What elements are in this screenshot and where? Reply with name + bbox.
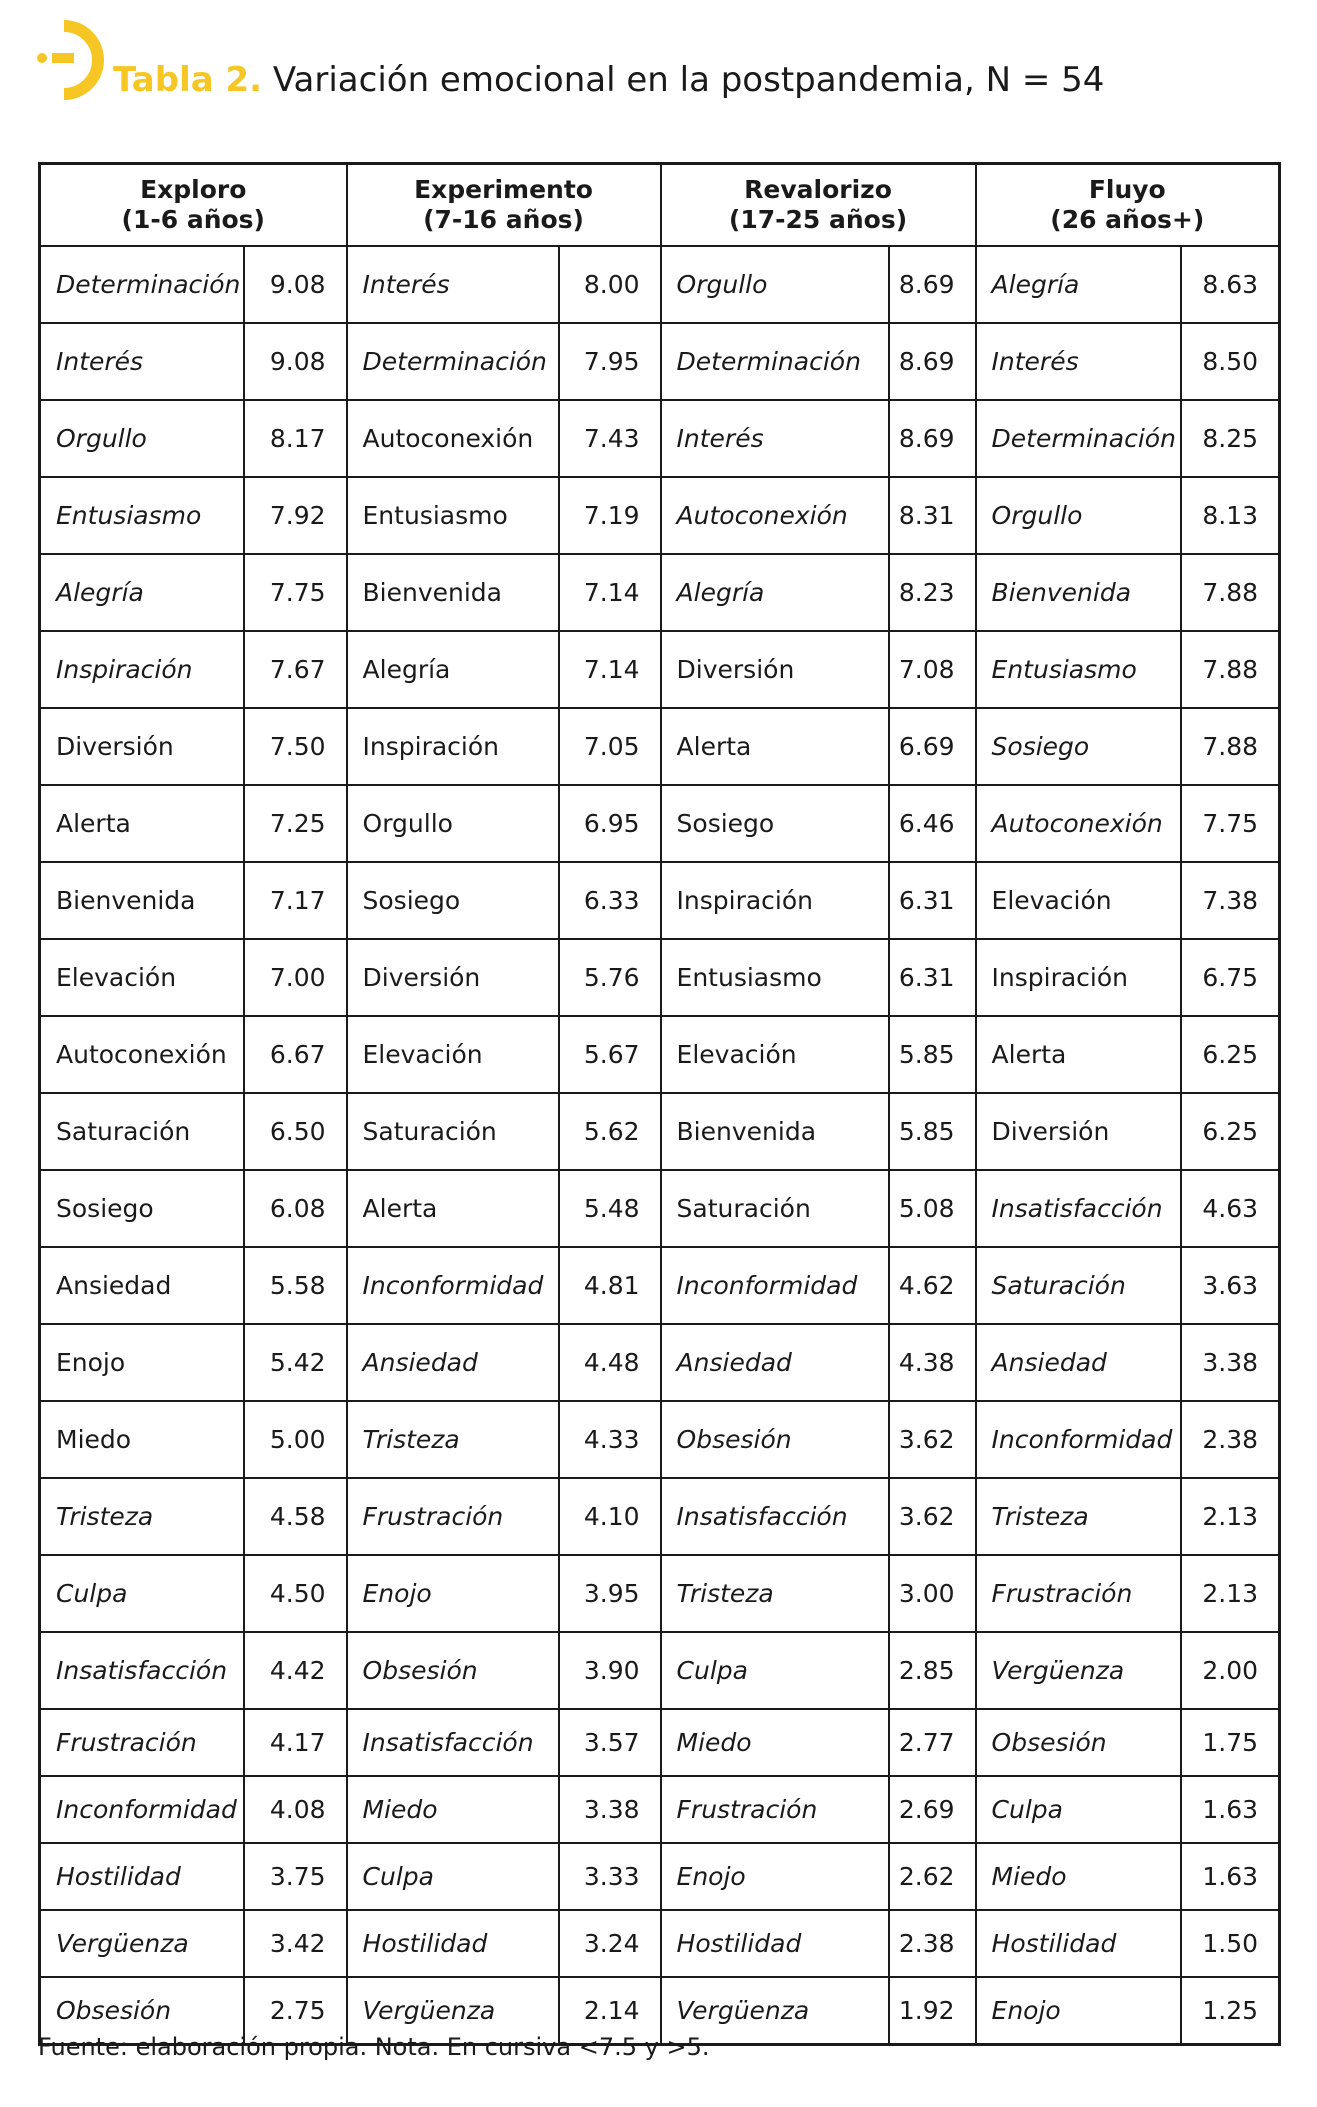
emotion-name-cell: Enojo — [40, 1324, 244, 1401]
emotion-name-cell: Miedo — [40, 1401, 244, 1478]
column-range: (26 años+) — [1050, 205, 1205, 234]
emotion-value-cell: 6.95 — [559, 785, 661, 862]
emotion-name-cell: Bienvenida — [40, 862, 244, 939]
emotion-value-cell: 4.63 — [1181, 1170, 1280, 1247]
emotion-value-cell: 6.31 — [889, 939, 976, 1016]
emotion-value-cell: 1.92 — [889, 1977, 976, 2045]
emotion-value-cell: 5.00 — [244, 1401, 347, 1478]
emotion-value-cell: 1.25 — [1181, 1977, 1280, 2045]
emotion-value-cell: 8.69 — [889, 400, 976, 477]
emotion-value-cell: 6.25 — [1181, 1093, 1280, 1170]
emotion-value-cell: 4.10 — [559, 1478, 661, 1555]
emotion-name-cell: Orgullo — [40, 400, 244, 477]
emotion-name-cell: Alegría — [976, 246, 1181, 323]
emotion-name-cell: Tristeza — [40, 1478, 244, 1555]
table-row — [40, 631, 1280, 708]
emotion-value-cell: 8.23 — [889, 554, 976, 631]
emotion-value-cell: 6.67 — [244, 1016, 347, 1093]
table-body — [40, 246, 1280, 2045]
emotion-value-cell: 8.69 — [889, 323, 976, 400]
emotion-name-cell: Elevación — [661, 1016, 889, 1093]
emotion-value-cell: 2.75 — [244, 1977, 347, 2045]
table-row — [40, 1170, 1280, 1247]
emotion-name-cell: Insatisfacción — [40, 1632, 244, 1709]
emotion-value-cell: 4.50 — [244, 1555, 347, 1632]
emotion-value-cell: 3.63 — [1181, 1247, 1280, 1324]
emotion-name-cell: Elevación — [976, 862, 1181, 939]
column-header-exploro — [40, 164, 347, 247]
emotion-value-cell: 1.50 — [1181, 1910, 1280, 1977]
emotion-name-cell: Ansiedad — [347, 1324, 559, 1401]
emotion-name-cell: Sosiego — [40, 1170, 244, 1247]
emotion-value-cell: 6.31 — [889, 862, 976, 939]
emotion-name-cell: Elevación — [40, 939, 244, 1016]
page-title — [113, 60, 1104, 100]
emotion-name-cell: Culpa — [40, 1555, 244, 1632]
emotion-name-cell: Interés — [661, 400, 889, 477]
emotion-name-cell: Sosiego — [976, 708, 1181, 785]
emotion-value-cell: 4.17 — [244, 1709, 347, 1776]
emotion-name-cell: Hostilidad — [661, 1910, 889, 1977]
column-name: Experimento — [414, 175, 593, 204]
emotion-name-cell: Diversión — [347, 939, 559, 1016]
table-tag: Tabla 2. — [113, 60, 263, 100]
emotion-value-cell: 5.42 — [244, 1324, 347, 1401]
column-range: (1-6 años) — [121, 205, 265, 234]
emotion-value-cell: 5.67 — [559, 1016, 661, 1093]
emotion-value-cell: 5.62 — [559, 1093, 661, 1170]
emotion-value-cell: 3.95 — [559, 1555, 661, 1632]
emotion-name-cell: Obsesión — [976, 1709, 1181, 1776]
emotion-name-cell: Determinación — [976, 400, 1181, 477]
emotion-value-cell: 2.62 — [889, 1843, 976, 1910]
emotion-name-cell: Saturación — [347, 1093, 559, 1170]
emotion-name-cell: Vergüenza — [661, 1977, 889, 2045]
emotion-name-cell: Miedo — [661, 1709, 889, 1776]
table-row — [40, 554, 1280, 631]
emotion-value-cell: 7.75 — [1181, 785, 1280, 862]
table-row — [40, 1401, 1280, 1478]
emotion-name-cell: Interés — [976, 323, 1181, 400]
emotion-name-cell: Inconformidad — [976, 1401, 1181, 1478]
emotion-name-cell: Tristeza — [347, 1401, 559, 1478]
emotion-value-cell: 8.31 — [889, 477, 976, 554]
emotion-name-cell: Inspiración — [40, 631, 244, 708]
emotion-name-cell: Autoconexión — [40, 1016, 244, 1093]
emotion-value-cell: 7.75 — [244, 554, 347, 631]
emotion-name-cell: Alerta — [976, 1016, 1181, 1093]
emotion-value-cell: 6.75 — [1181, 939, 1280, 1016]
emotion-name-cell: Inconformidad — [347, 1247, 559, 1324]
emotion-name-cell: Obsesión — [661, 1401, 889, 1478]
emotion-value-cell: 3.38 — [1181, 1324, 1280, 1401]
emotion-value-cell: 7.95 — [559, 323, 661, 400]
brand-logo-icon — [36, 20, 108, 100]
emotion-value-cell: 5.85 — [889, 1016, 976, 1093]
emotion-value-cell: 7.88 — [1181, 554, 1280, 631]
emotion-name-cell: Determinación — [661, 323, 889, 400]
emotion-value-cell: 3.62 — [889, 1401, 976, 1478]
emotion-name-cell: Enojo — [661, 1843, 889, 1910]
emotion-name-cell: Ansiedad — [976, 1324, 1181, 1401]
emotion-value-cell: 4.08 — [244, 1776, 347, 1843]
emotion-value-cell: 8.50 — [1181, 323, 1280, 400]
emotion-value-cell: 3.24 — [559, 1910, 661, 1977]
table-row — [40, 1093, 1280, 1170]
emotion-name-cell: Saturación — [661, 1170, 889, 1247]
emotion-name-cell: Frustración — [347, 1478, 559, 1555]
emotion-value-cell: 4.48 — [559, 1324, 661, 1401]
emotion-name-cell: Determinación — [40, 246, 244, 323]
emotion-name-cell: Autoconexión — [976, 785, 1181, 862]
emotion-name-cell: Insatisfacción — [661, 1478, 889, 1555]
emotion-value-cell: 8.17 — [244, 400, 347, 477]
emotion-value-cell: 2.77 — [889, 1709, 976, 1776]
emotion-value-cell: 7.92 — [244, 477, 347, 554]
emotion-value-cell: 7.05 — [559, 708, 661, 785]
emotion-name-cell: Bienvenida — [976, 554, 1181, 631]
emotion-value-cell: 7.25 — [244, 785, 347, 862]
emotion-value-cell: 3.00 — [889, 1555, 976, 1632]
emotion-value-cell: 3.38 — [559, 1776, 661, 1843]
column-header-experimento — [347, 164, 661, 247]
emotion-value-cell: 2.13 — [1181, 1555, 1280, 1632]
table-row — [40, 1247, 1280, 1324]
emotion-value-cell: 6.33 — [559, 862, 661, 939]
emotion-name-cell: Interés — [40, 323, 244, 400]
emotion-value-cell: 3.57 — [559, 1709, 661, 1776]
emotion-name-cell: Alegría — [347, 631, 559, 708]
emotion-value-cell: 8.69 — [889, 246, 976, 323]
emotion-value-cell: 4.33 — [559, 1401, 661, 1478]
emotion-name-cell: Hostilidad — [40, 1843, 244, 1910]
emotion-name-cell: Vergüenza — [40, 1910, 244, 1977]
emotion-name-cell: Frustración — [976, 1555, 1181, 1632]
emotion-value-cell: 4.62 — [889, 1247, 976, 1324]
emotion-value-cell: 3.75 — [244, 1843, 347, 1910]
emotion-value-cell: 6.69 — [889, 708, 976, 785]
emotion-value-cell: 6.50 — [244, 1093, 347, 1170]
emotion-name-cell: Diversión — [40, 708, 244, 785]
emotion-name-cell: Elevación — [347, 1016, 559, 1093]
table-row — [40, 1555, 1280, 1632]
table-row — [40, 1910, 1280, 1977]
emotion-value-cell: 7.88 — [1181, 708, 1280, 785]
emotion-value-cell: 8.13 — [1181, 477, 1280, 554]
table-row — [40, 400, 1280, 477]
table-row — [40, 1709, 1280, 1776]
emotion-name-cell: Tristeza — [661, 1555, 889, 1632]
table-row — [40, 785, 1280, 862]
emotion-value-cell: 7.38 — [1181, 862, 1280, 939]
table-row — [40, 477, 1280, 554]
emotion-name-cell: Miedo — [347, 1776, 559, 1843]
emotion-value-cell: 5.08 — [889, 1170, 976, 1247]
column-header-revalorizo — [661, 164, 976, 247]
emotion-name-cell: Orgullo — [347, 785, 559, 862]
emotion-name-cell: Inconformidad — [40, 1776, 244, 1843]
emotion-value-cell: 7.08 — [889, 631, 976, 708]
emotion-name-cell: Insatisfacción — [347, 1709, 559, 1776]
table-row — [40, 1776, 1280, 1843]
table-row — [40, 1016, 1280, 1093]
emotion-name-cell: Inconformidad — [661, 1247, 889, 1324]
emotion-value-cell: 7.43 — [559, 400, 661, 477]
emotion-name-cell: Obsesión — [40, 1977, 244, 2045]
emotion-name-cell: Alerta — [661, 708, 889, 785]
emotion-value-cell: 6.25 — [1181, 1016, 1280, 1093]
emotion-value-cell: 4.42 — [244, 1632, 347, 1709]
emotion-value-cell: 2.00 — [1181, 1632, 1280, 1709]
table-row — [40, 1478, 1280, 1555]
emotion-name-cell: Inspiración — [976, 939, 1181, 1016]
column-header-fluyo — [976, 164, 1280, 247]
emotion-name-cell: Ansiedad — [40, 1247, 244, 1324]
emotion-name-cell: Inspiración — [347, 708, 559, 785]
emotion-name-cell: Alegría — [661, 554, 889, 631]
emotion-value-cell: 7.50 — [244, 708, 347, 785]
emotion-value-cell: 7.14 — [559, 554, 661, 631]
emotion-name-cell: Culpa — [661, 1632, 889, 1709]
column-range: (7-16 años) — [423, 205, 584, 234]
emotion-value-cell: 7.17 — [244, 862, 347, 939]
emotion-name-cell: Frustración — [40, 1709, 244, 1776]
emotion-name-cell: Alerta — [40, 785, 244, 862]
emotion-name-cell: Diversión — [661, 631, 889, 708]
emotion-name-cell: Determinación — [347, 323, 559, 400]
emotion-value-cell: 2.85 — [889, 1632, 976, 1709]
emotion-name-cell: Vergüenza — [347, 1977, 559, 2045]
emotion-name-cell: Alegría — [40, 554, 244, 631]
emotion-value-cell: 3.90 — [559, 1632, 661, 1709]
source-footnote: Fuente: elaboración propia. Nota. En cursiva <7.5 y >5. — [38, 2033, 710, 2061]
emotion-name-cell: Sosiego — [347, 862, 559, 939]
emotion-name-cell: Culpa — [347, 1843, 559, 1910]
table-row — [40, 1324, 1280, 1401]
emotion-name-cell: Orgullo — [976, 477, 1181, 554]
table-row — [40, 862, 1280, 939]
emotion-value-cell: 5.48 — [559, 1170, 661, 1247]
emotion-value-cell: 7.14 — [559, 631, 661, 708]
column-name: Fluyo — [1088, 175, 1166, 204]
emotion-name-cell: Culpa — [976, 1776, 1181, 1843]
emotion-name-cell: Hostilidad — [976, 1910, 1181, 1977]
emotion-value-cell: 3.33 — [559, 1843, 661, 1910]
emotion-value-cell: 7.88 — [1181, 631, 1280, 708]
emotion-value-cell: 2.13 — [1181, 1478, 1280, 1555]
emotion-value-cell: 9.08 — [244, 323, 347, 400]
emotion-name-cell: Bienvenida — [661, 1093, 889, 1170]
column-name: Revalorizo — [744, 175, 892, 204]
table-row — [40, 708, 1280, 785]
emotion-value-cell: 3.42 — [244, 1910, 347, 1977]
table-row — [40, 1632, 1280, 1709]
emotion-value-cell: 2.69 — [889, 1776, 976, 1843]
emotion-value-cell: 9.08 — [244, 246, 347, 323]
emotion-value-cell: 5.85 — [889, 1093, 976, 1170]
emotion-value-cell: 1.63 — [1181, 1776, 1280, 1843]
table-row — [40, 1843, 1280, 1910]
emotion-name-cell: Saturación — [976, 1247, 1181, 1324]
emotion-name-cell: Bienvenida — [347, 554, 559, 631]
emotion-name-cell: Entusiasmo — [347, 477, 559, 554]
emotion-name-cell: Sosiego — [661, 785, 889, 862]
emotion-value-cell: 8.00 — [559, 246, 661, 323]
column-name: Exploro — [140, 175, 247, 204]
emotion-name-cell: Obsesión — [347, 1632, 559, 1709]
emotion-name-cell: Autoconexión — [347, 400, 559, 477]
emotion-name-cell: Autoconexión — [661, 477, 889, 554]
emotion-value-cell: 4.38 — [889, 1324, 976, 1401]
table-row — [40, 323, 1280, 400]
emotion-name-cell: Insatisfacción — [976, 1170, 1181, 1247]
emotion-value-cell: 6.46 — [889, 785, 976, 862]
emotion-name-cell: Enojo — [347, 1555, 559, 1632]
emotion-value-cell: 5.58 — [244, 1247, 347, 1324]
table-header-row — [40, 164, 1280, 247]
emotion-name-cell: Saturación — [40, 1093, 244, 1170]
emotion-value-cell: 6.08 — [244, 1170, 347, 1247]
emotion-value-cell: 2.38 — [889, 1910, 976, 1977]
emotion-name-cell: Orgullo — [661, 246, 889, 323]
emotion-value-cell: 4.58 — [244, 1478, 347, 1555]
emotion-name-cell: Inspiración — [661, 862, 889, 939]
emotion-name-cell: Miedo — [976, 1843, 1181, 1910]
emotion-value-cell: 3.62 — [889, 1478, 976, 1555]
emotion-value-cell: 8.25 — [1181, 400, 1280, 477]
emotion-name-cell: Alerta — [347, 1170, 559, 1247]
emotion-value-cell: 5.76 — [559, 939, 661, 1016]
emotion-value-cell: 2.14 — [559, 1977, 661, 2045]
emotion-value-cell: 2.38 — [1181, 1401, 1280, 1478]
emotion-name-cell: Entusiasmo — [40, 477, 244, 554]
emotion-name-cell: Interés — [347, 246, 559, 323]
emotion-value-cell: 1.75 — [1181, 1709, 1280, 1776]
emotion-value-cell: 7.67 — [244, 631, 347, 708]
emotion-name-cell: Diversión — [976, 1093, 1181, 1170]
emotion-table — [38, 162, 1281, 2046]
emotion-name-cell: Entusiasmo — [976, 631, 1181, 708]
emotion-value-cell: 4.81 — [559, 1247, 661, 1324]
emotion-name-cell: Frustración — [661, 1776, 889, 1843]
emotion-name-cell: Ansiedad — [661, 1324, 889, 1401]
table-row — [40, 939, 1280, 1016]
emotion-value-cell: 7.19 — [559, 477, 661, 554]
emotion-name-cell: Enojo — [976, 1977, 1181, 2045]
emotion-name-cell: Vergüenza — [976, 1632, 1181, 1709]
table-title: Variación emocional en la postpandemia, N = 54 — [272, 60, 1105, 100]
emotion-value-cell: 7.00 — [244, 939, 347, 1016]
emotion-name-cell: Hostilidad — [347, 1910, 559, 1977]
emotion-value-cell: 8.63 — [1181, 246, 1280, 323]
emotion-name-cell: Entusiasmo — [661, 939, 889, 1016]
emotion-name-cell: Tristeza — [976, 1478, 1181, 1555]
emotion-value-cell: 1.63 — [1181, 1843, 1280, 1910]
table-row — [40, 246, 1280, 323]
column-range: (17-25 años) — [728, 205, 908, 234]
